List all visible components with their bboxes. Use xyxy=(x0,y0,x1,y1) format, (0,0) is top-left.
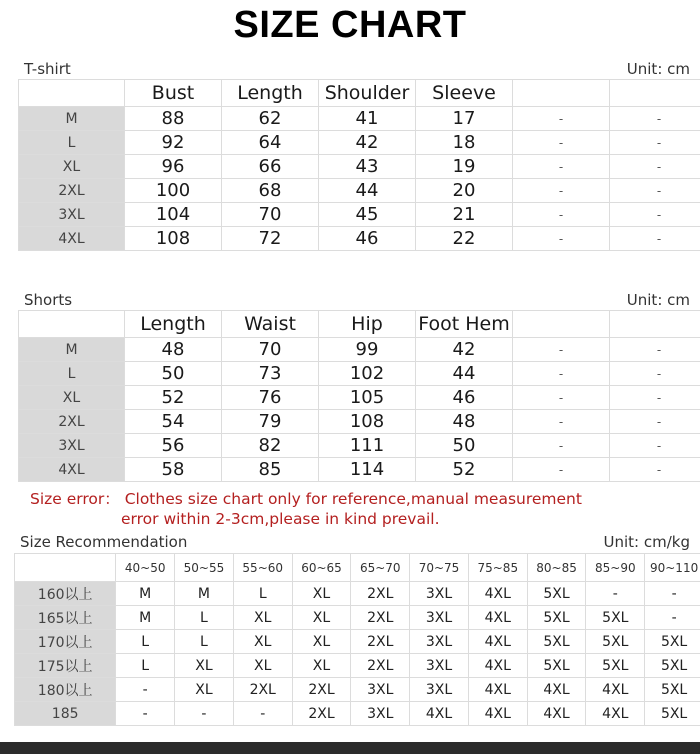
column-header: Length xyxy=(125,311,222,338)
header-corner xyxy=(19,311,125,338)
column-header: Waist xyxy=(222,311,319,338)
size-recommendation-table xyxy=(14,553,700,726)
empty-cell: - xyxy=(513,386,610,410)
value-cell: 19 xyxy=(416,155,513,179)
table-row xyxy=(19,362,700,386)
value-cell: 108 xyxy=(319,410,416,434)
value-cell: 43 xyxy=(319,155,416,179)
value-cell: - xyxy=(586,582,645,606)
value-cell: L xyxy=(175,630,234,654)
value-cell: 44 xyxy=(416,362,513,386)
value-cell: 5XL xyxy=(645,678,700,702)
height-cell: 165以上 xyxy=(15,606,116,630)
table-row xyxy=(19,203,700,227)
column-header xyxy=(610,311,700,338)
value-cell: 54 xyxy=(125,410,222,434)
value-cell: - xyxy=(645,582,700,606)
value-cell: - xyxy=(116,702,175,726)
size-cell: 2XL xyxy=(19,410,125,434)
table-row xyxy=(19,227,700,251)
value-cell: 76 xyxy=(222,386,319,410)
value-cell: 2XL xyxy=(351,606,410,630)
value-cell: 5XL xyxy=(645,654,700,678)
value-cell: L xyxy=(233,582,292,606)
empty-cell: - xyxy=(513,338,610,362)
value-cell: XL xyxy=(233,630,292,654)
value-cell: 3XL xyxy=(410,630,469,654)
size-cell: 4XL xyxy=(19,227,125,251)
empty-cell: - xyxy=(610,179,700,203)
value-cell: 4XL xyxy=(468,678,527,702)
column-header: Sleeve xyxy=(416,80,513,107)
page-title: SIZE CHART xyxy=(233,4,467,46)
value-cell: 88 xyxy=(125,107,222,131)
empty-cell: - xyxy=(513,362,610,386)
value-cell: 41 xyxy=(319,107,416,131)
value-cell: 3XL xyxy=(351,702,410,726)
value-cell: XL xyxy=(233,606,292,630)
value-cell: 102 xyxy=(319,362,416,386)
value-cell: 4XL xyxy=(468,702,527,726)
table-row xyxy=(15,630,700,654)
height-cell: 180以上 xyxy=(15,678,116,702)
weight-header: 80~85 xyxy=(527,554,586,582)
value-cell: - xyxy=(233,702,292,726)
value-cell: 5XL xyxy=(527,630,586,654)
size-cell: XL xyxy=(19,155,125,179)
value-cell: 21 xyxy=(416,203,513,227)
value-cell: - xyxy=(645,606,700,630)
value-cell: 46 xyxy=(319,227,416,251)
table-row xyxy=(15,678,700,702)
size-error-line-2: error within 2-3cm,please in kind prevail. xyxy=(121,510,440,528)
tshirt-size-table xyxy=(18,79,700,251)
weight-header: 40~50 xyxy=(116,554,175,582)
value-cell: M xyxy=(116,606,175,630)
value-cell: 66 xyxy=(222,155,319,179)
value-cell: 114 xyxy=(319,458,416,482)
value-cell: 111 xyxy=(319,434,416,458)
value-cell: 5XL xyxy=(586,630,645,654)
empty-cell: - xyxy=(610,386,700,410)
value-cell: 5XL xyxy=(527,606,586,630)
recommendation-section-label: Size Recommendation xyxy=(20,533,188,551)
weight-header: 50~55 xyxy=(175,554,234,582)
empty-cell: - xyxy=(513,458,610,482)
value-cell: 105 xyxy=(319,386,416,410)
column-header: Bust xyxy=(125,80,222,107)
value-cell: 18 xyxy=(416,131,513,155)
value-cell: 5XL xyxy=(527,582,586,606)
value-cell: 2XL xyxy=(292,702,351,726)
value-cell: 3XL xyxy=(410,606,469,630)
value-cell: 2XL xyxy=(351,630,410,654)
value-cell: 56 xyxy=(125,434,222,458)
column-header xyxy=(610,80,700,107)
height-cell: 175以上 xyxy=(15,654,116,678)
value-cell: 62 xyxy=(222,107,319,131)
size-cell: XL xyxy=(19,386,125,410)
value-cell: 20 xyxy=(416,179,513,203)
table-row xyxy=(15,654,700,678)
empty-cell: - xyxy=(610,362,700,386)
value-cell: 48 xyxy=(125,338,222,362)
size-cell: L xyxy=(19,362,125,386)
value-cell: 2XL xyxy=(292,678,351,702)
header-corner xyxy=(15,554,116,582)
empty-cell: - xyxy=(513,179,610,203)
weight-header: 65~70 xyxy=(351,554,410,582)
tshirt-unit-label: Unit: cm xyxy=(626,60,690,78)
value-cell: 4XL xyxy=(468,582,527,606)
size-cell: M xyxy=(19,107,125,131)
value-cell: XL xyxy=(292,606,351,630)
value-cell: 5XL xyxy=(645,702,700,726)
shorts-unit-label: Unit: cm xyxy=(626,291,690,309)
column-header: Shoulder xyxy=(319,80,416,107)
value-cell: M xyxy=(116,582,175,606)
value-cell: 4XL xyxy=(527,678,586,702)
value-cell: 58 xyxy=(125,458,222,482)
size-error-line-1: Size error： Clothes size chart only for reference,manual measurement xyxy=(30,490,582,508)
value-cell: 68 xyxy=(222,179,319,203)
value-cell: 4XL xyxy=(468,630,527,654)
empty-cell: - xyxy=(610,107,700,131)
value-cell: 44 xyxy=(319,179,416,203)
table-row xyxy=(15,606,700,630)
weight-header: 85~90 xyxy=(586,554,645,582)
value-cell: 96 xyxy=(125,155,222,179)
value-cell: 5XL xyxy=(586,654,645,678)
empty-cell: - xyxy=(513,410,610,434)
value-cell: 5XL xyxy=(645,630,700,654)
empty-cell: - xyxy=(610,227,700,251)
weight-header: 90~110 xyxy=(645,554,700,582)
tshirt-section-label: T-shirt xyxy=(24,60,71,78)
column-header: Length xyxy=(222,80,319,107)
value-cell: 3XL xyxy=(410,678,469,702)
value-cell: 99 xyxy=(319,338,416,362)
value-cell: 46 xyxy=(416,386,513,410)
empty-cell: - xyxy=(610,155,700,179)
value-cell: 48 xyxy=(416,410,513,434)
value-cell: XL xyxy=(233,654,292,678)
size-error-note xyxy=(30,489,582,529)
size-cell: M xyxy=(19,338,125,362)
size-cell: L xyxy=(19,131,125,155)
value-cell: XL xyxy=(292,630,351,654)
empty-cell: - xyxy=(610,410,700,434)
column-header: Foot Hem xyxy=(416,311,513,338)
value-cell: 50 xyxy=(416,434,513,458)
empty-cell: - xyxy=(513,155,610,179)
value-cell: 52 xyxy=(125,386,222,410)
value-cell: 92 xyxy=(125,131,222,155)
table-row xyxy=(19,410,700,434)
value-cell: 5XL xyxy=(527,654,586,678)
value-cell: 64 xyxy=(222,131,319,155)
empty-cell: - xyxy=(513,131,610,155)
empty-cell: - xyxy=(610,203,700,227)
value-cell: 72 xyxy=(222,227,319,251)
value-cell: 4XL xyxy=(586,678,645,702)
column-header xyxy=(513,80,610,107)
value-cell: 73 xyxy=(222,362,319,386)
value-cell: 45 xyxy=(319,203,416,227)
value-cell: XL xyxy=(292,582,351,606)
value-cell: 70 xyxy=(222,338,319,362)
header-corner xyxy=(19,80,125,107)
table-row xyxy=(15,702,700,726)
weight-header: 70~75 xyxy=(410,554,469,582)
value-cell: 4XL xyxy=(410,702,469,726)
value-cell: 5XL xyxy=(586,606,645,630)
height-cell: 170以上 xyxy=(15,630,116,654)
table-row xyxy=(19,155,700,179)
value-cell: 42 xyxy=(319,131,416,155)
value-cell: - xyxy=(175,702,234,726)
value-cell: 17 xyxy=(416,107,513,131)
size-cell: 2XL xyxy=(19,179,125,203)
value-cell: 3XL xyxy=(410,582,469,606)
value-cell: - xyxy=(116,678,175,702)
table-row xyxy=(19,338,700,362)
weight-header: 55~60 xyxy=(233,554,292,582)
bottom-bar xyxy=(0,742,700,754)
value-cell: 2XL xyxy=(233,678,292,702)
table-row xyxy=(19,458,700,482)
weight-header: 60~65 xyxy=(292,554,351,582)
shorts-section-label: Shorts xyxy=(24,291,73,309)
table-row xyxy=(19,434,700,458)
table-row xyxy=(15,582,700,606)
value-cell: 3XL xyxy=(351,678,410,702)
empty-cell: - xyxy=(513,227,610,251)
empty-cell: - xyxy=(610,458,700,482)
value-cell: 50 xyxy=(125,362,222,386)
height-cell: 160以上 xyxy=(15,582,116,606)
size-cell: 4XL xyxy=(19,458,125,482)
column-header xyxy=(513,311,610,338)
value-cell: 70 xyxy=(222,203,319,227)
value-cell: 4XL xyxy=(468,654,527,678)
table-row xyxy=(19,107,700,131)
empty-cell: - xyxy=(610,131,700,155)
value-cell: 42 xyxy=(416,338,513,362)
value-cell: XL xyxy=(292,654,351,678)
value-cell: 104 xyxy=(125,203,222,227)
height-cell: 185 xyxy=(15,702,116,726)
value-cell: 79 xyxy=(222,410,319,434)
value-cell: 3XL xyxy=(410,654,469,678)
weight-header: 75~85 xyxy=(468,554,527,582)
value-cell: 82 xyxy=(222,434,319,458)
table-header-row xyxy=(19,80,700,107)
empty-cell: - xyxy=(513,107,610,131)
table-row xyxy=(19,386,700,410)
table-header-row xyxy=(19,311,700,338)
column-header: Hip xyxy=(319,311,416,338)
value-cell: 22 xyxy=(416,227,513,251)
recommendation-unit-label: Unit: cm/kg xyxy=(603,533,690,551)
value-cell: 52 xyxy=(416,458,513,482)
empty-cell: - xyxy=(513,203,610,227)
table-row xyxy=(19,179,700,203)
size-cell: 3XL xyxy=(19,434,125,458)
value-cell: 4XL xyxy=(586,702,645,726)
empty-cell: - xyxy=(610,434,700,458)
value-cell: L xyxy=(116,630,175,654)
value-cell: 4XL xyxy=(527,702,586,726)
value-cell: 100 xyxy=(125,179,222,203)
value-cell: L xyxy=(175,606,234,630)
value-cell: M xyxy=(175,582,234,606)
value-cell: 85 xyxy=(222,458,319,482)
value-cell: 108 xyxy=(125,227,222,251)
value-cell: 2XL xyxy=(351,582,410,606)
shorts-size-table xyxy=(18,310,700,482)
value-cell: 4XL xyxy=(468,606,527,630)
value-cell: 2XL xyxy=(351,654,410,678)
table-header-row xyxy=(15,554,700,582)
table-row xyxy=(19,131,700,155)
empty-cell: - xyxy=(610,338,700,362)
value-cell: XL xyxy=(175,654,234,678)
value-cell: L xyxy=(116,654,175,678)
size-cell: 3XL xyxy=(19,203,125,227)
value-cell: XL xyxy=(175,678,234,702)
empty-cell: - xyxy=(513,434,610,458)
